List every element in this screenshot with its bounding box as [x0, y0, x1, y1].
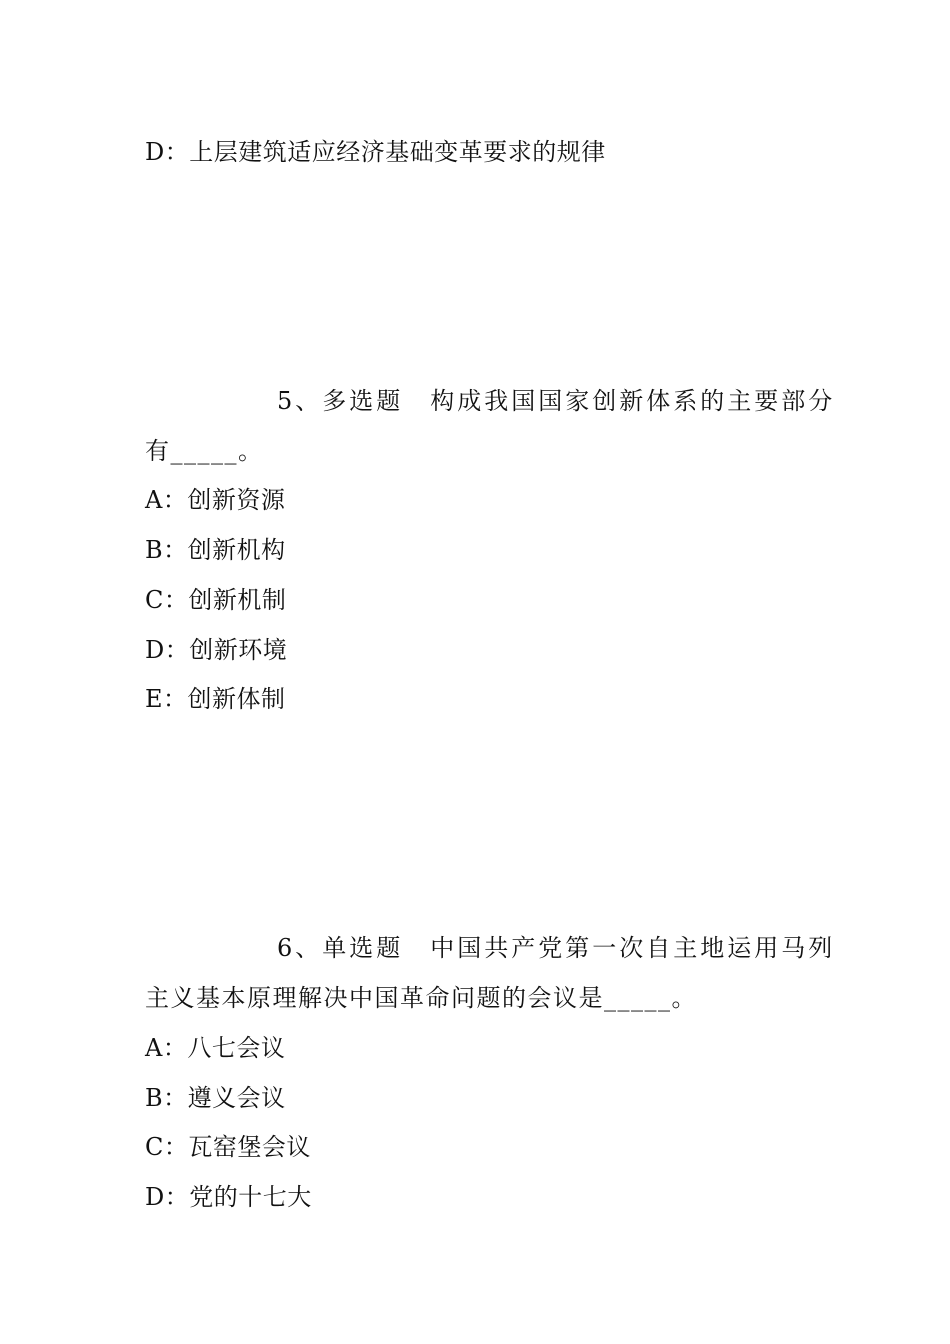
question-5-stem-line-1: 5、多选题 构成我国国家创新体系的主要部分 [277, 387, 836, 415]
question-5-option-d: D：创新环境 [145, 636, 288, 664]
question-6-stem-line-1: 6、单选题 中国共产党第一次自主地运用马列 [277, 934, 836, 962]
question-6-option-d: D：党的十七大 [145, 1183, 312, 1211]
question-5-option-c: C：创新机制 [145, 586, 287, 614]
question-6-option-b: B：遵义会议 [145, 1084, 286, 1112]
prev-question-option-d: D：上层建筑适应经济基础变革要求的规律 [145, 138, 606, 166]
question-6-stem-line-2: 主义基本原理解决中国革命问题的会议是_____。 [145, 984, 697, 1012]
question-5-option-b: B：创新机构 [145, 536, 286, 564]
question-5-stem-line-2: 有_____。 [145, 437, 264, 465]
question-5-option-e: E：创新体制 [145, 685, 286, 713]
question-6-option-a: A：八七会议 [145, 1034, 286, 1062]
question-5-option-a: A：创新资源 [145, 486, 286, 514]
question-6-option-c: C：瓦窑堡会议 [145, 1133, 311, 1161]
